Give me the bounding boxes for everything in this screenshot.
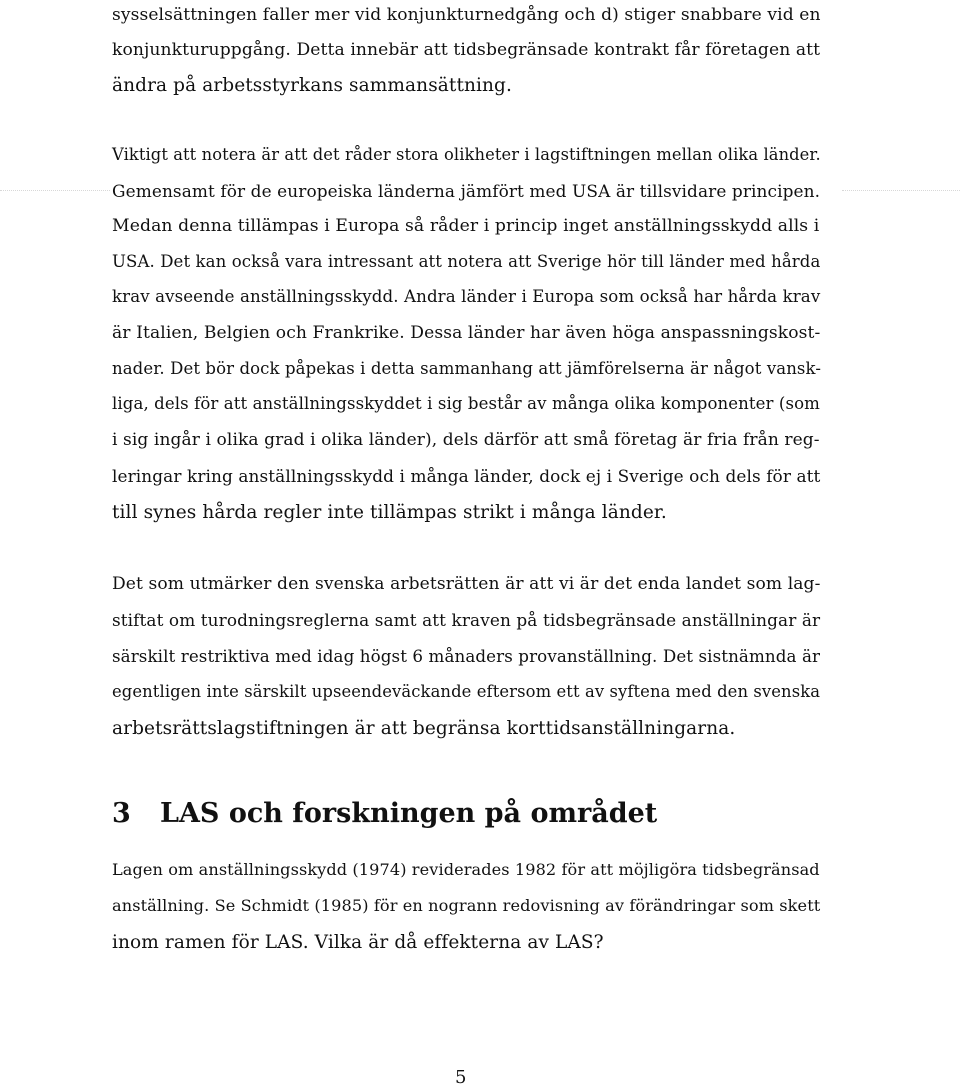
text-line: stiftat om turodningsreglerna samt att kraven på tidsbegränsade anställningar är: [112, 610, 821, 630]
scan-artifact-right: [842, 190, 960, 192]
text-line: Gemensamt för de europeiska länderna jämfört med USA är tillsvidare principen.: [112, 181, 821, 201]
text-line: inom ramen för LAS. Vilka är då effekterna av LAS?: [112, 932, 604, 953]
section-number: 3: [112, 798, 131, 829]
text-line: Lagen om anställningsskydd (1974) reviderades 1982 för att möjligöra tidsbegränsad: [112, 860, 820, 879]
section-heading: [112, 800, 657, 827]
text-line: Medan denna tillämpas i Europa så råder i princip inget anställningsskydd alls i: [112, 216, 820, 236]
text-line: konjunkturuppgång. Detta innebär att tidsbegränsade kontrakt får företagen att: [112, 40, 821, 60]
text-line: arbetsrättslagstiftningen är att begränsa korttidsanställningarna.: [112, 718, 736, 739]
text-line: egentligen inte särskilt upseendeväckande eftersom ett av syftena med den svenska: [112, 682, 821, 701]
text-line: ändra på arbetsstyrkans sammansättning.: [112, 75, 512, 96]
section-title: LAS och forskningen på området: [160, 798, 658, 829]
page-number: 5: [455, 1067, 467, 1088]
text-line: i sig ingår i olika grad i olika länder), dels därför att små företag är fria från reg-: [112, 430, 820, 450]
text-line: liga, dels för att anställningsskyddet i sig består av många olika komponenter (som: [112, 394, 820, 413]
text-line: nader. Det bör dock påpekas i detta sammanhang att jämförelserna är något vansk-: [112, 359, 822, 378]
text-line: krav avseende anställningsskydd. Andra länder i Europa som också har hårda krav: [112, 287, 821, 306]
scan-artifact-left: [0, 190, 110, 192]
text-line: USA. Det kan också vara intressant att notera att Sverige hör till länder med hårda: [112, 252, 821, 271]
text-line: till synes hårda regler inte tillämpas strikt i många länder.: [112, 502, 667, 523]
text-line: Det som utmärker den svenska arbetsrätten är att vi är det enda landet som lag-: [112, 574, 821, 594]
text-line: sysselsättningen faller mer vid konjunkturnedgång och d) stiger snabbare vid en: [112, 5, 821, 25]
text-line: leringar kring anställningsskydd i många länder, dock ej i Sverige och dels för att: [112, 466, 821, 486]
text-line: särskilt restriktiva med idag högst 6 månaders provanställning. Det sistnämnda är: [112, 646, 821, 666]
text-line: anställning. Se Schmidt (1985) för en nogrann redovisning av förändringar som skett: [112, 896, 821, 915]
text-line: är Italien, Belgien och Frankrike. Dessa länder har även höga anspassningskost-: [112, 323, 821, 343]
text-line: Viktigt att notera är att det råder stora olikheter i lagstiftningen mellan olika länder.: [112, 145, 821, 164]
